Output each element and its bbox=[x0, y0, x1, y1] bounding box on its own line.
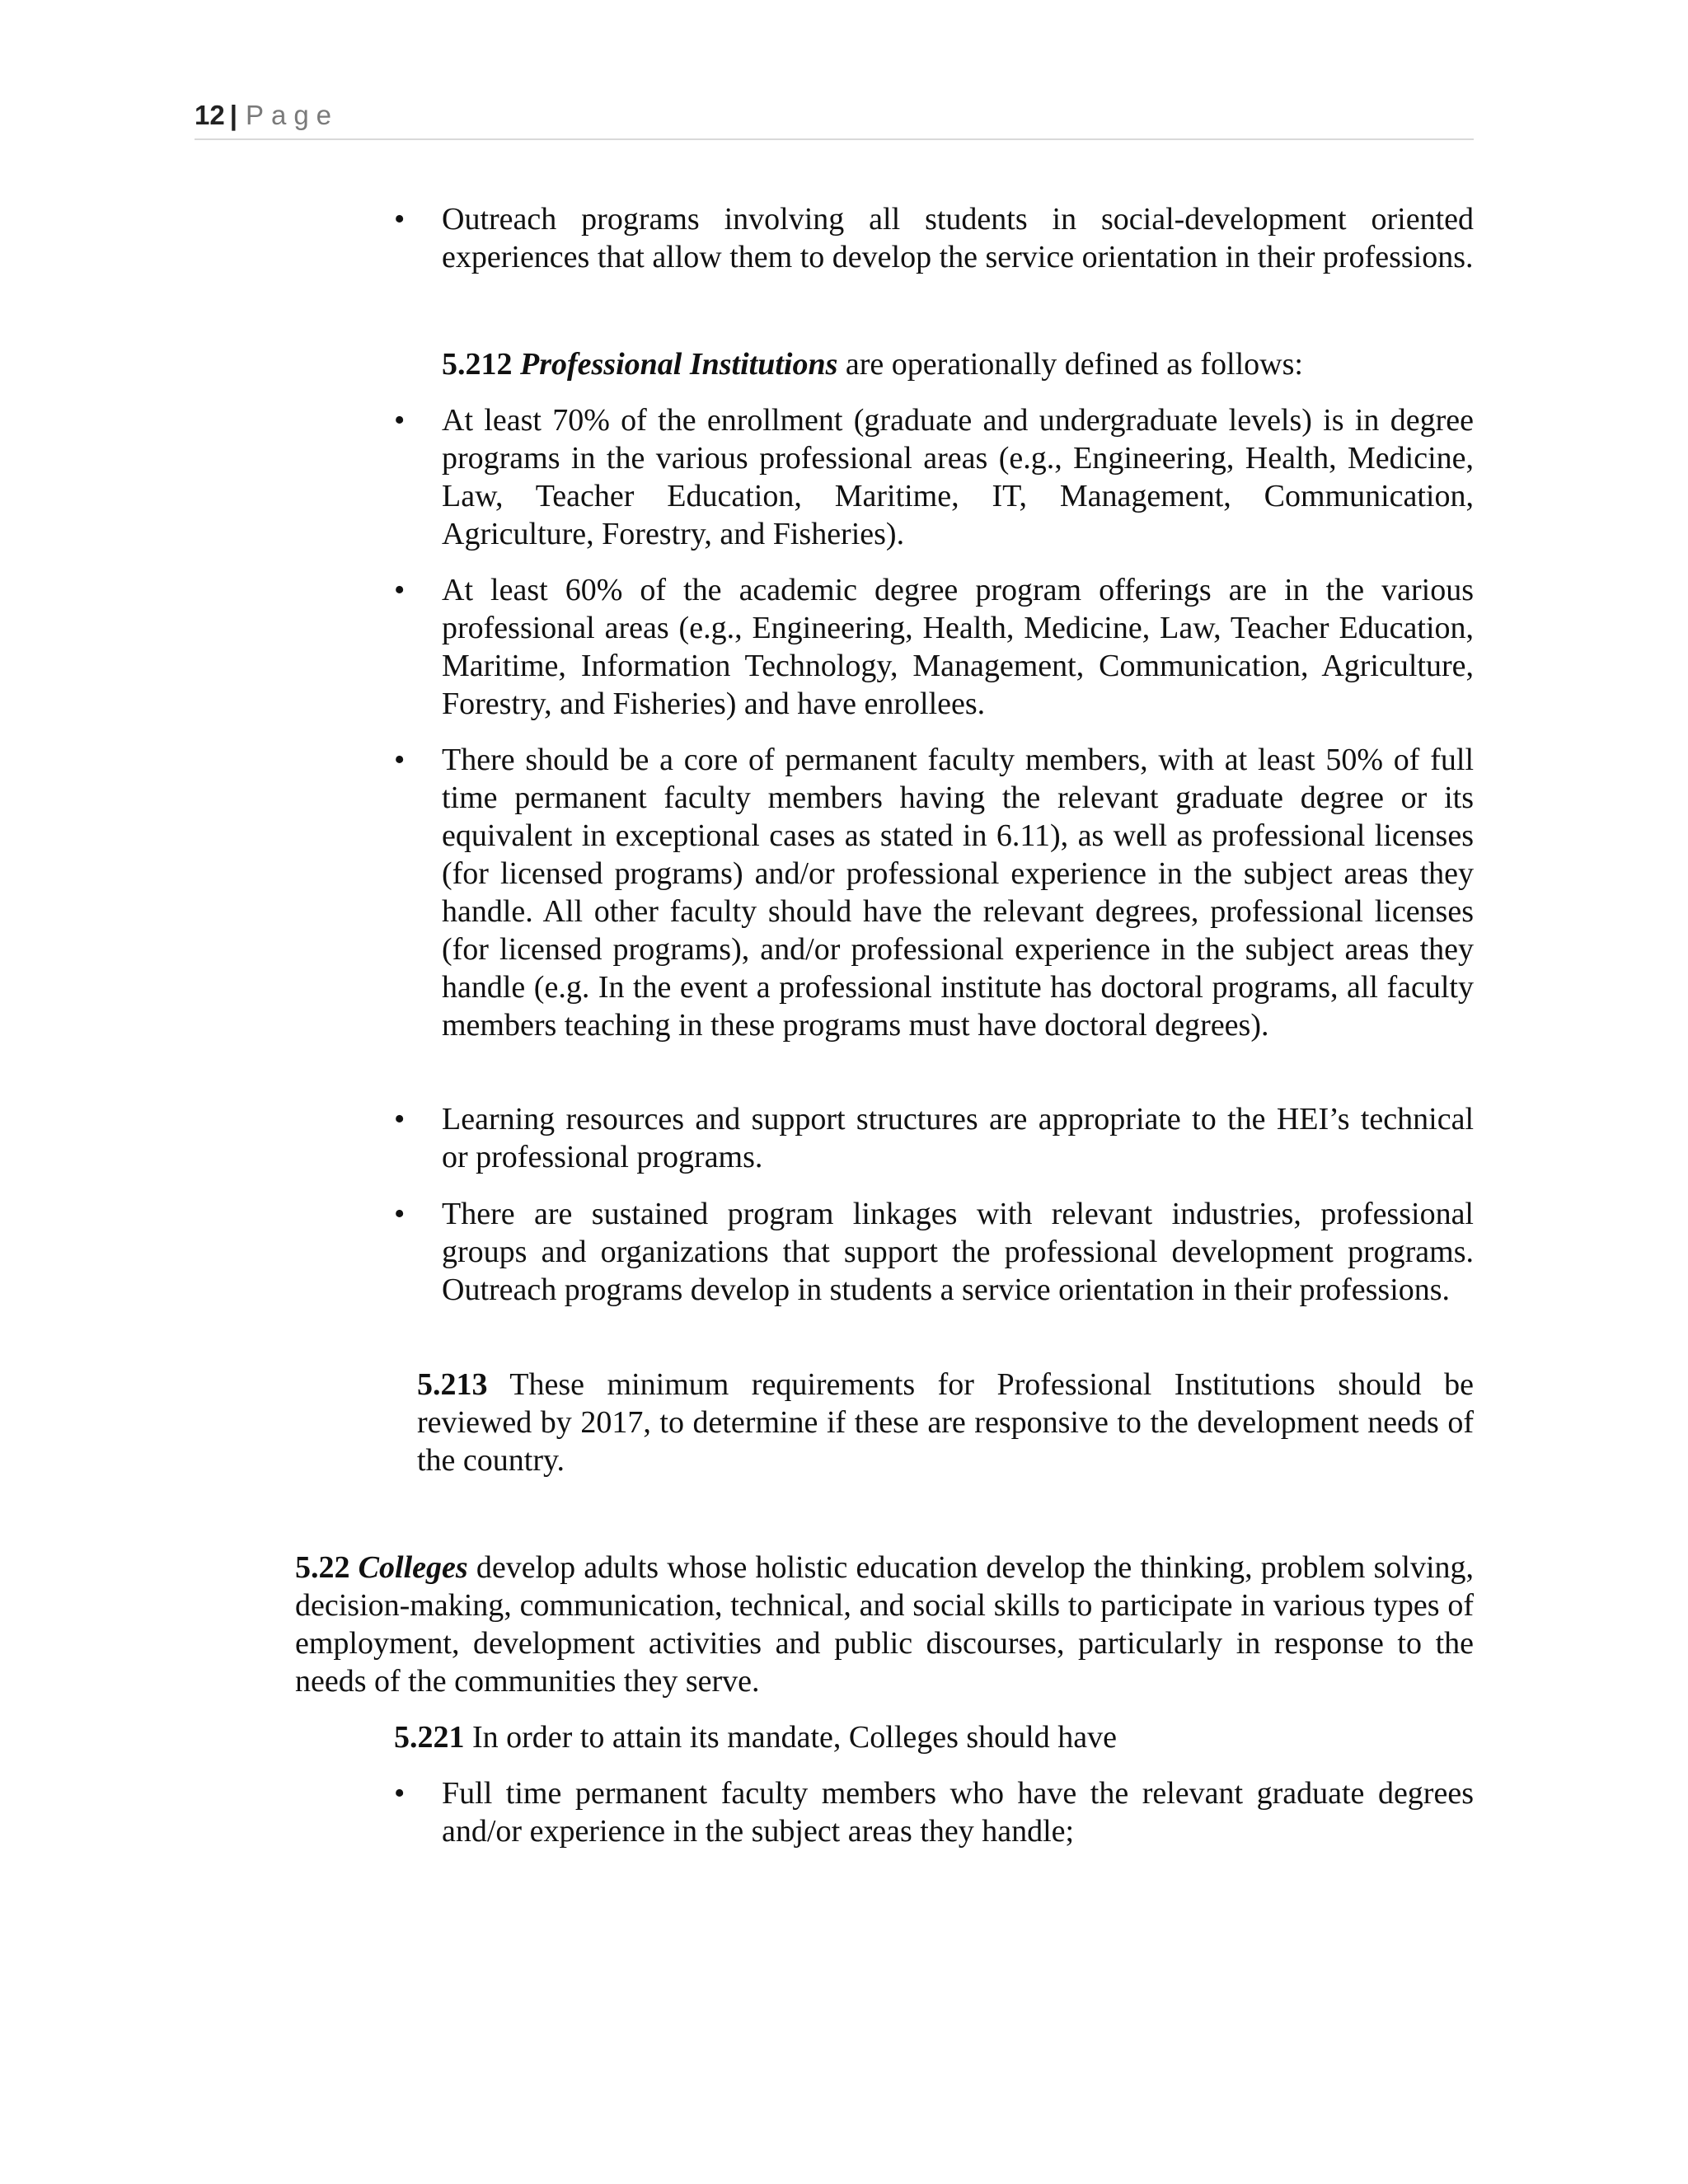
section-number: 5.212 bbox=[442, 347, 513, 382]
section-number: 5.22 bbox=[295, 1550, 350, 1585]
section-text: are operationally defined as follows: bbox=[837, 347, 1303, 382]
bullet-text: There are sustained program linkages with relevant industries, professional groups and organizations that support the professional development programs. Outreach programs develop in students a service orientation in their professions. bbox=[442, 1197, 1474, 1307]
section-text: In order to attain its mandate, Colleges should have bbox=[464, 1720, 1117, 1755]
section-text: develop adults whose holistic education develop the thinking, problem solving, decision-making, communication, technical, and social skills to participate in various types of employment, development activities and public discourses, particularly in response to the needs of the communities they serve. bbox=[295, 1550, 1474, 1699]
page-number: 12 bbox=[195, 100, 225, 130]
bullet-icon: • bbox=[394, 1102, 406, 1137]
bullet-text: There should be a core of permanent faculty members, with at least 50% of full time permanent faculty members having the relevant graduate degree or its equivalent in exceptional cases as stated in 6.11), as well as professional licenses (for licensed programs) and/or professional experience in the subject areas they handle. All other faculty should have the relevant degrees, professional licenses (for licensed programs), and/or professional experience in the subject areas they handle (e.g. In the event a professional institute has doctoral programs, all faculty members teaching in these programs must have doctoral degrees). bbox=[442, 743, 1474, 1043]
page-label: Page bbox=[245, 100, 340, 130]
section-number: 5.213 bbox=[417, 1367, 488, 1402]
section-term: Colleges bbox=[358, 1550, 468, 1585]
list-item bbox=[394, 1774, 1474, 1850]
list-item bbox=[394, 200, 1474, 276]
bullet-icon: • bbox=[394, 743, 406, 777]
list-item bbox=[394, 741, 1474, 1044]
list-item bbox=[394, 401, 1474, 553]
list-item bbox=[394, 571, 1474, 723]
bullet-icon: • bbox=[394, 403, 406, 438]
section-number: 5.221 bbox=[394, 1720, 465, 1755]
section-term: Professional Institutions bbox=[520, 347, 838, 382]
header-separator: | bbox=[229, 100, 237, 130]
list-item bbox=[394, 1195, 1474, 1309]
section-5-213 bbox=[417, 1366, 1474, 1479]
section-5-212-intro bbox=[442, 345, 1474, 383]
bullet-text: Learning resources and support structures are appropriate to the HEI’s technical or professional programs. bbox=[442, 1102, 1474, 1174]
bullet-text: At least 60% of the academic degree program offerings are in the various professional areas (e.g., Engineering, Health, Medicine, Law, Teacher Education, Maritime, Information Technology, Management, Communication, Agriculture, Forestry, and Fisheries) and have enrollees. bbox=[442, 573, 1474, 721]
section-5-221 bbox=[394, 1718, 1474, 1756]
bullet-icon: • bbox=[394, 1776, 406, 1811]
page-header bbox=[195, 97, 1474, 140]
bullet-text: At least 70% of the enrollment (graduate and undergraduate levels) is in degree programs in the various professional areas (e.g., Engineering, Health, Medicine, Law, Teacher Education, Maritime, IT, Management, Communication, Agriculture, Forestry, and Fisheries). bbox=[442, 403, 1474, 551]
section-text: These minimum requirements for Professional Institutions should be reviewed by 2017, to determine if these are responsive to the development needs of the country. bbox=[417, 1367, 1474, 1478]
section-5-22 bbox=[295, 1549, 1474, 1700]
bullet-icon: • bbox=[394, 1197, 406, 1231]
bullet-text: Full time permanent faculty members who have the relevant graduate degrees and/or experience in the subject areas they handle; bbox=[442, 1776, 1474, 1849]
bullet-icon: • bbox=[394, 573, 406, 607]
bullet-text: Outreach programs involving all students in social-development oriented experiences that allow them to develop the service orientation in their professions. bbox=[442, 202, 1474, 274]
list-item bbox=[394, 1100, 1474, 1176]
bullet-icon: • bbox=[394, 202, 406, 237]
